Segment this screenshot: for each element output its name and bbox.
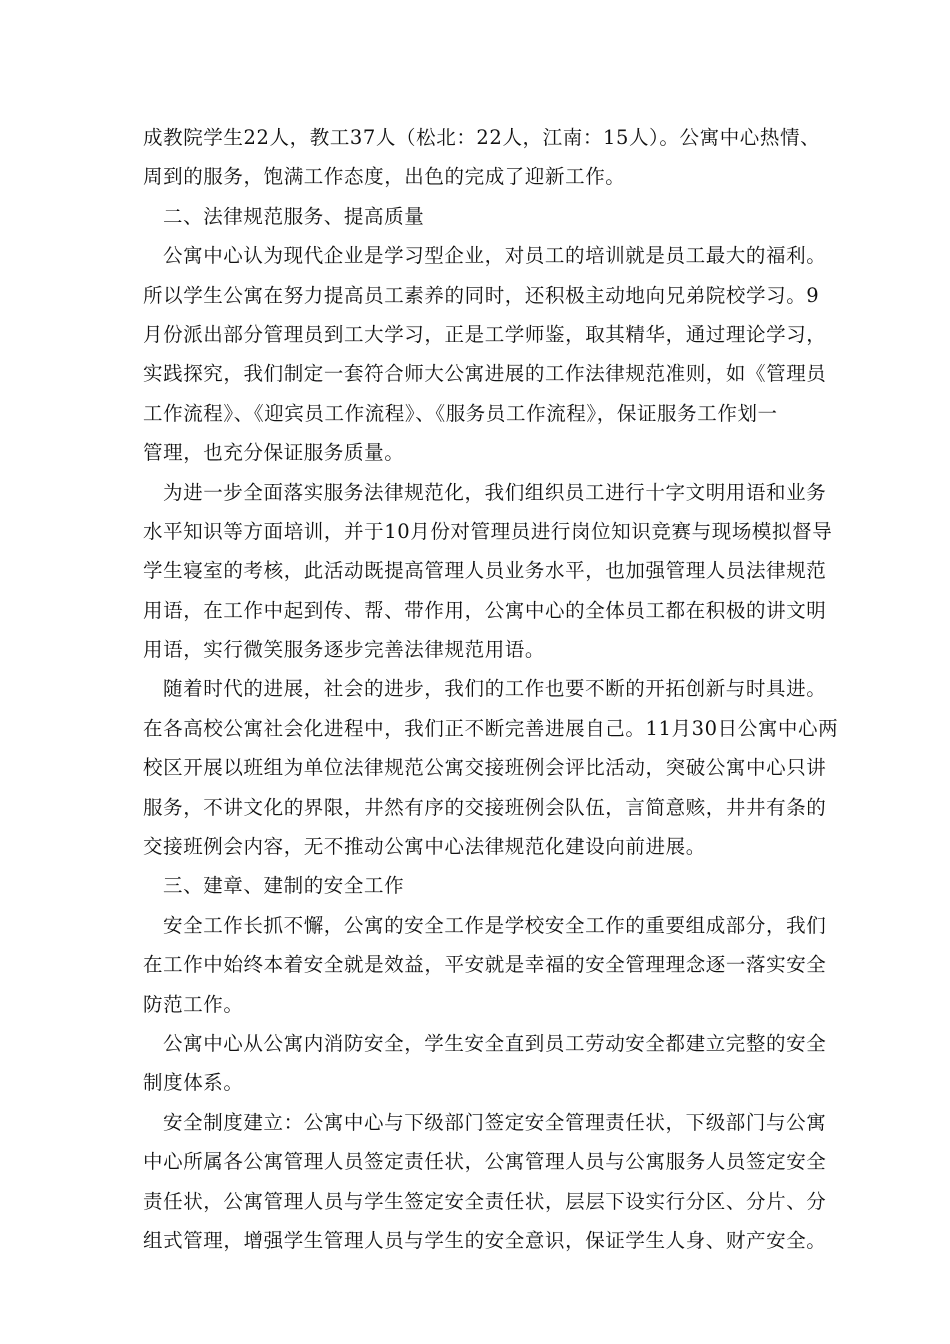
text-line: 用语，实行微笑服务逐步完善法律规范用语。 [143, 638, 546, 662]
text-line: 工作流程》、《迎宾员工作流程》、《服务员工作流程》，保证服务工作划一 [143, 401, 778, 425]
paragraph-start: 随着时代的进展，社会的进步，我们的工作也要不断的开拓创新与时具进。 [163, 677, 827, 701]
text-line: 中心所属各公寓管理人员签定责任状，公寓管理人员与公寓服务人员签定安全 [143, 1150, 827, 1174]
text-line: 在各高校公寓社会化进程中，我们正不断完善进展自己。11月30日公寓中心两 [143, 716, 839, 740]
text-line: 所以学生公寓在努力提高员工素养的同时，还积极主动地向兄弟院校学习。9 [143, 283, 820, 307]
text-line: 交接班例会内容，无不推动公寓中心法律规范化建设向前进展。 [143, 835, 706, 859]
text-line: 校区开展以班组为单位法律规范公寓交接班例会评比活动，突破公寓中心只讲 [143, 756, 827, 780]
paragraph-start: 安全制度建立：公寓中心与下级部门签定安全管理责任状，下级部门与公寓 [163, 1110, 827, 1134]
text-line: 水平知识等方面培训，并于10月份对管理员进行岗位知识竞赛与现场模拟督导 [143, 519, 833, 543]
paragraph-start: 安全工作长抓不懈，公寓的安全工作是学校安全工作的重要组成部分，我们 [163, 913, 827, 937]
text-line: 服务，不讲文化的界限，井然有序的交接班例会队伍，言简意赅，井井有条的 [143, 795, 827, 819]
section-heading: 二、法律规范服务、提高质量 [163, 204, 425, 228]
text-line: 实践探究，我们制定一套符合师大公寓进展的工作法律规范准则，如《管理员 [143, 362, 827, 386]
text-line: 制度体系。 [143, 1071, 244, 1095]
paragraph-start: 公寓中心认为现代企业是学习型企业，对员工的培训就是员工最大的福利。 [163, 244, 827, 268]
text-line: 管理，也充分保证服务质量。 [143, 441, 405, 465]
text-line: 组式管理，增强学生管理人员与学生的安全意识，保证学生人身、财产安全。 [143, 1228, 827, 1252]
text-line: 在工作中始终本着安全就是效益，平安就是幸福的安全管理理念逐一落实安全 [143, 953, 827, 977]
document-page [143, 118, 839, 1260]
paragraph-start: 为进一步全面落实服务法律规范化，我们组织员工进行十字文明用语和业务 [163, 480, 827, 504]
section-heading: 三、建章、建制的安全工作 [163, 874, 405, 898]
text-line: 用语，在工作中起到传、帮、带作用，公寓中心的全体员工都在积极的讲文明 [143, 598, 827, 622]
paragraph-start: 公寓中心从公寓内消防安全，学生安全直到员工劳动安全都建立完整的安全 [163, 1031, 827, 1055]
text-line: 责任状，公寓管理人员与学生签定安全责任状，层层下设实行分区、分片、分 [143, 1189, 827, 1213]
text-line: 防范工作。 [143, 992, 244, 1016]
text-line: 成教院学生22人，教工37人（松北：22人，江南：15人）。公寓中心热情、 [143, 126, 821, 149]
text-line: 学生寝室的考核，此活动既提高管理人员业务水平，也加强管理人员法律规范 [143, 559, 827, 583]
text-line: 月份派出部分管理员到工大学习，正是工学师鉴，取其精华，通过理论学习， [143, 322, 827, 346]
text-line: 周到的服务，饱满工作态度，出色的完成了迎新工作。 [143, 165, 626, 189]
